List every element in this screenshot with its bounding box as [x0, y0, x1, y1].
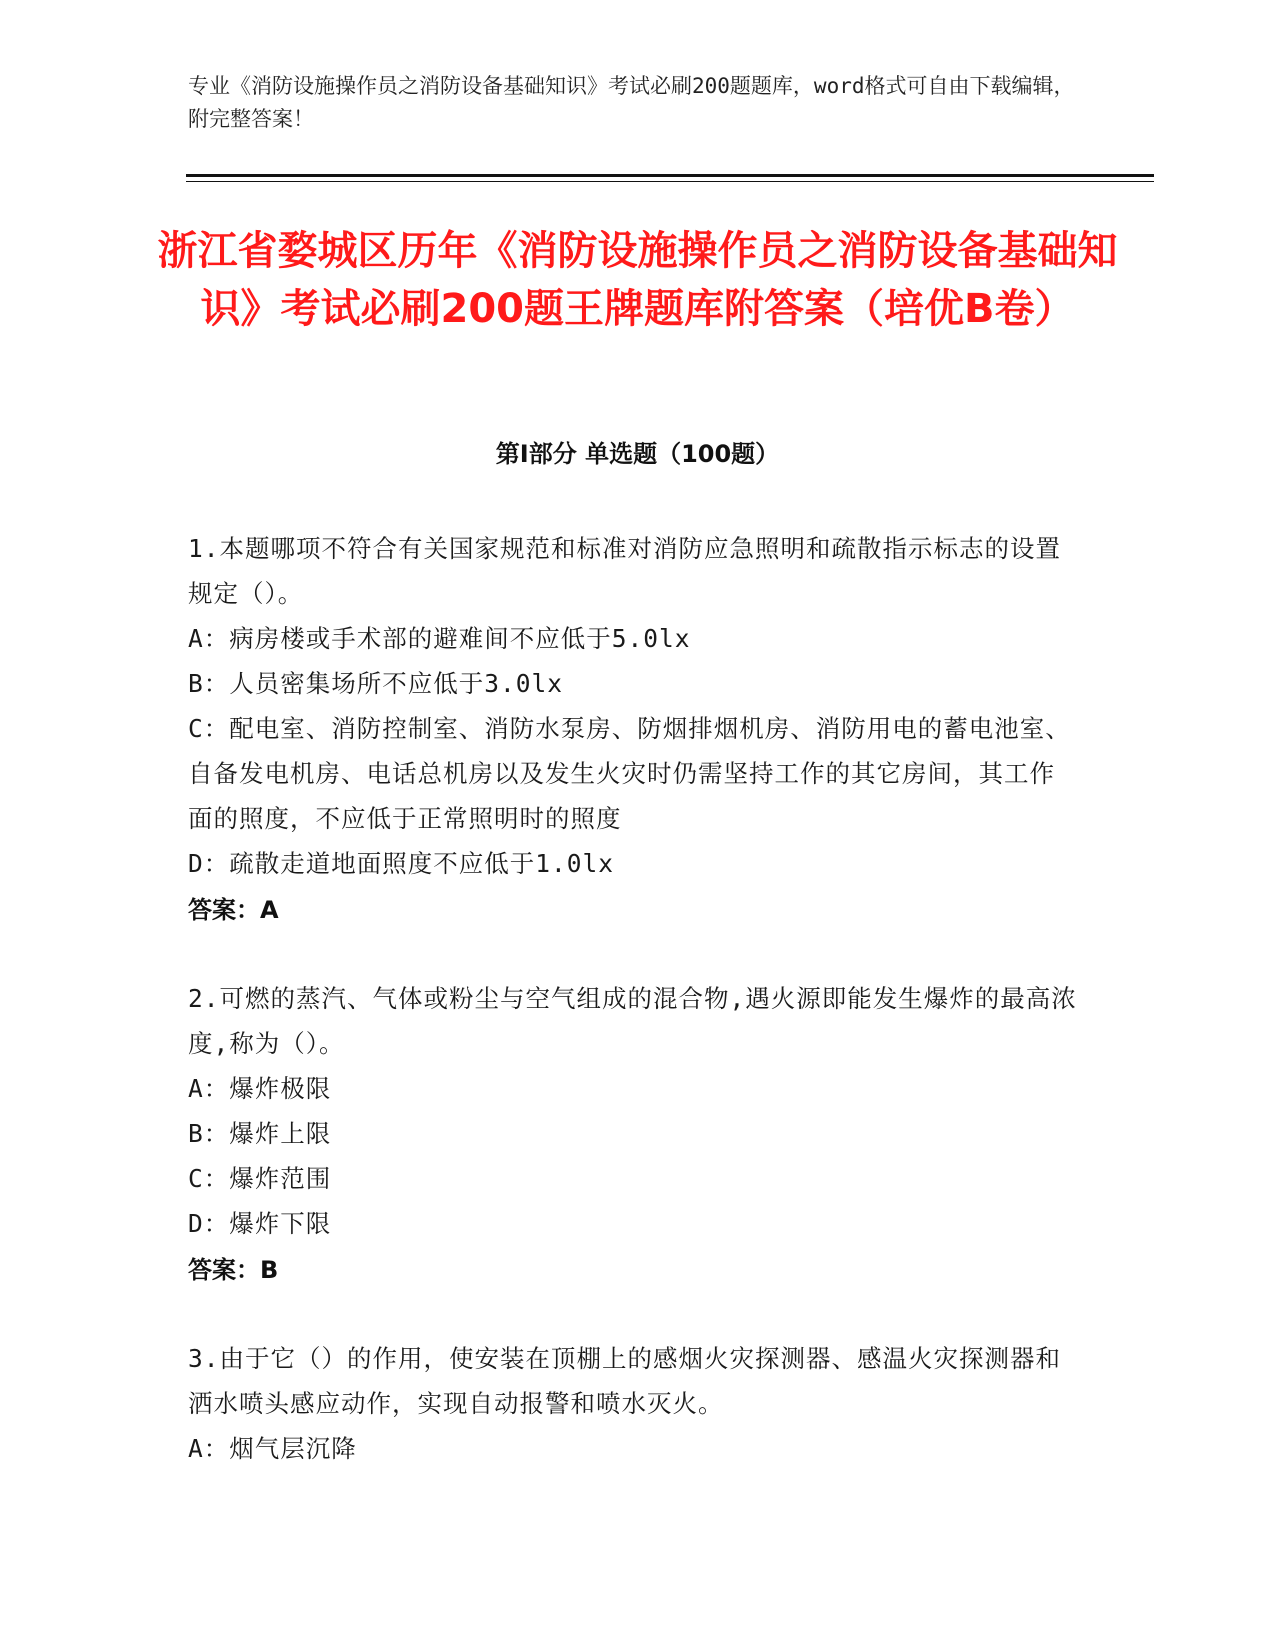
- option-d: D：疏散走道地面照度不应低于1.0lx: [188, 849, 615, 878]
- header-note: 专业《消防设施操作员之消防设备基础知识》考试必刷200题题库，word格式可自由下载编辑，附完整答案！: [188, 74, 1075, 131]
- option-a: A：烟气层沉降: [188, 1434, 357, 1463]
- question-1: [188, 526, 1078, 934]
- question-stem: 1.本题哪项不符合有关国家规范和标准对消防应急照明和疏散指示标志的设置规定（）。: [188, 534, 1061, 608]
- option-c: C：配电室、消防控制室、消防水泵房、防烟排烟机房、消防用电的蓄电池室、自备发电机房、电话总机房以及发生火灾时仍需坚持工作的其它房间，其工作面的照度，不应低于正常照明时的照度: [188, 714, 1071, 833]
- header-rule-thin: [186, 181, 1154, 182]
- option-b: B：爆炸上限: [188, 1119, 332, 1148]
- option-a: A：爆炸极限: [188, 1074, 332, 1103]
- answer: 答案：A: [188, 896, 279, 924]
- header-rule-thick: [186, 174, 1154, 177]
- answer: 答案：B: [188, 1256, 279, 1284]
- question-list: [188, 526, 1078, 1513]
- option-c: C：爆炸范围: [188, 1164, 332, 1193]
- question-stem: 3.由于它（）的作用，使安装在顶棚上的感烟火灾探测器、感温火灾探测器和洒水喷头感应动作，实现自动报警和喷水灭火。: [188, 1344, 1061, 1418]
- question-2: [188, 976, 1078, 1294]
- option-d: D：爆炸下限: [188, 1209, 332, 1238]
- option-a: A：病房楼或手术部的避难间不应低于5.0lx: [188, 624, 691, 653]
- question-stem: 2.可燃的蒸汽、气体或粉尘与空气组成的混合物,遇火源即能发生爆炸的最高浓度,称为（）。: [188, 984, 1077, 1058]
- question-3: [188, 1336, 1078, 1471]
- section-heading: 第I部分 单选题（100题）: [495, 440, 780, 468]
- document-title: 浙江省婺城区历年《消防设施操作员之消防设备基础知识》考试必刷200题王牌题库附答案（培优B卷）: [157, 228, 1118, 332]
- option-b: B：人员密集场所不应低于3.0lx: [188, 669, 564, 698]
